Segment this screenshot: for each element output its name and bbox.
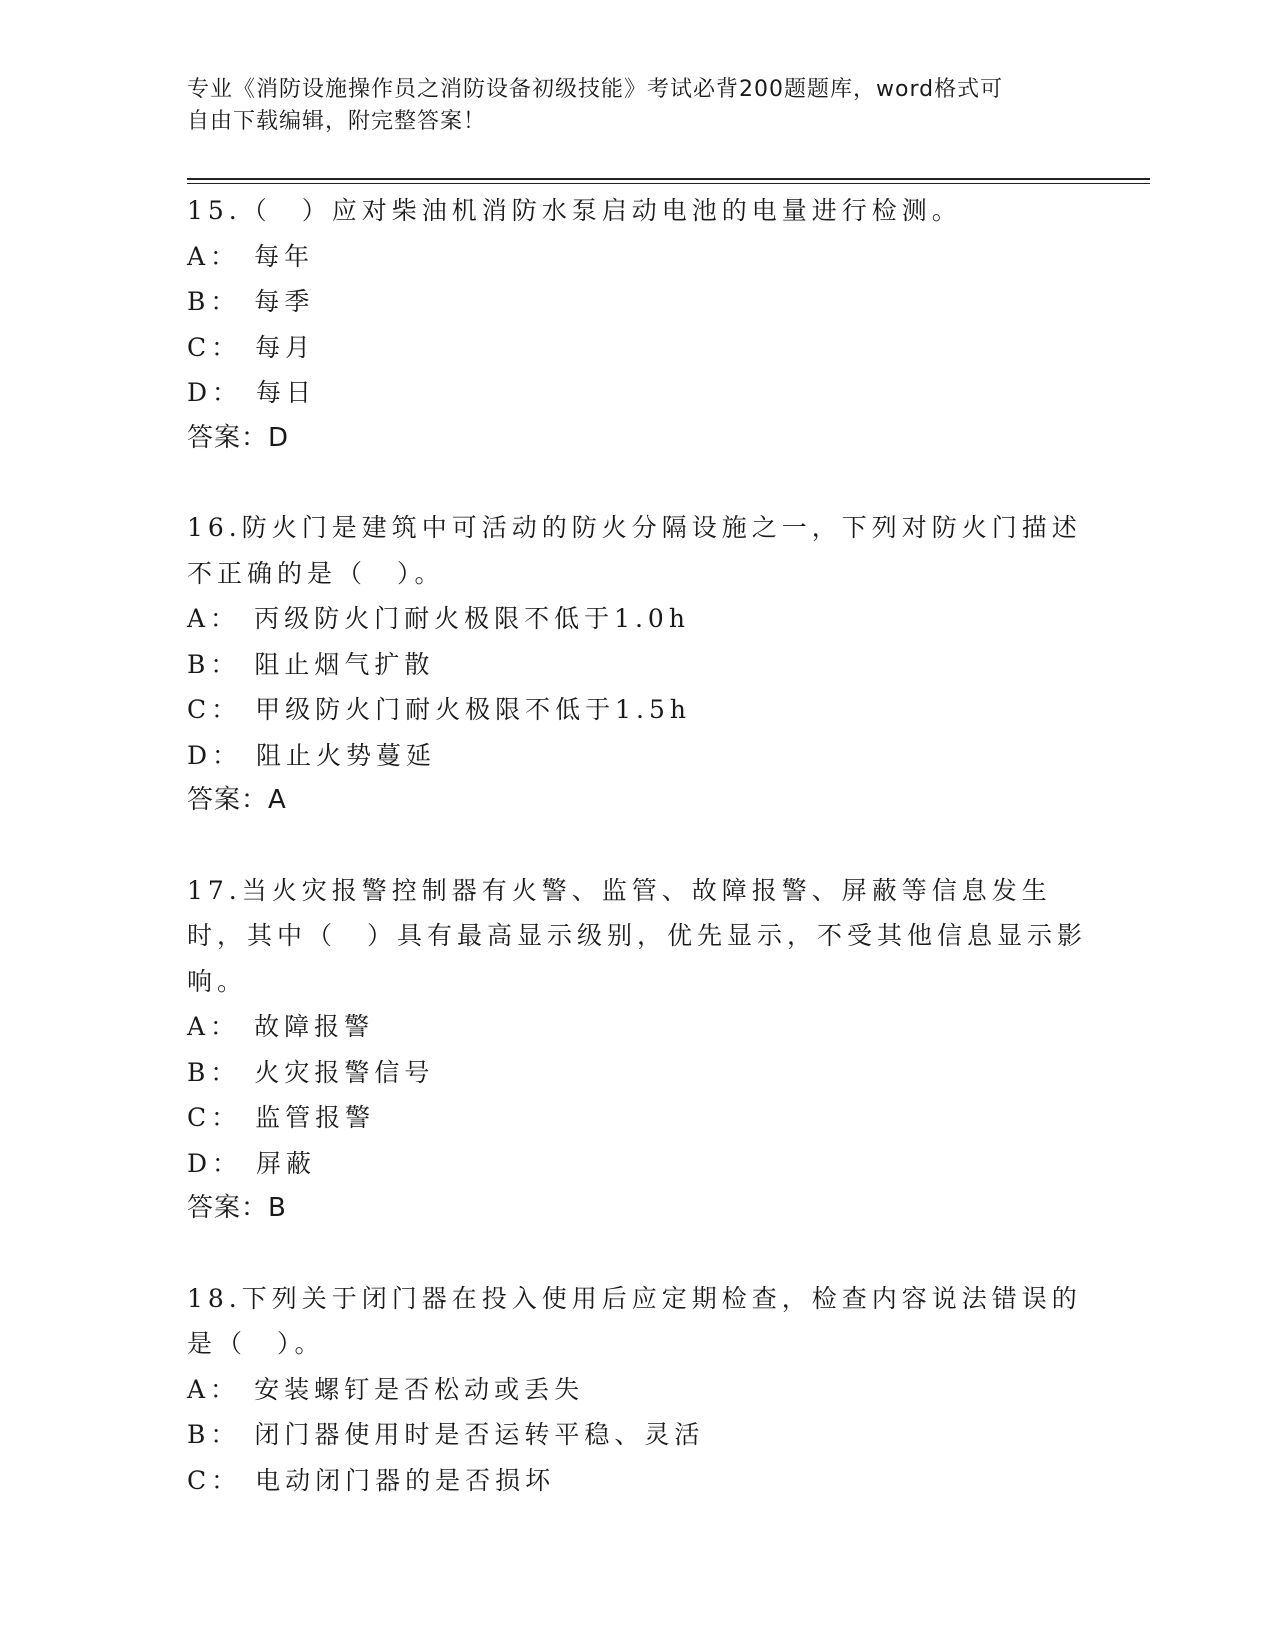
option-text: 每日 bbox=[256, 378, 317, 407]
option-key: C： bbox=[187, 332, 242, 362]
option-text: 监管报警 bbox=[255, 1103, 376, 1132]
option-b bbox=[187, 642, 1087, 688]
option-d bbox=[187, 1141, 1087, 1187]
header-rule-thick bbox=[187, 178, 1150, 180]
header-line-1: 专业《消防设施操作员之消防设备初级技能》考试必背200题题库，word格式可 bbox=[187, 77, 1004, 102]
question-list bbox=[187, 188, 1087, 1547]
answer-line: 答案：A bbox=[187, 785, 287, 815]
option-d bbox=[187, 733, 1087, 779]
option-text: 每季 bbox=[254, 287, 315, 316]
option-a bbox=[187, 1004, 1087, 1050]
question-stem: 17.当火灾报警控制器有火警、监管、故障报警、屏蔽等信息发生时，其中（ ）具有最高显示级别，优先显示，不受其他信息显示影响。 bbox=[187, 875, 1088, 996]
answer-line: 答案：D bbox=[187, 422, 290, 453]
option-text: 安装螺钉是否松动或丢失 bbox=[254, 1374, 585, 1404]
option-text: 火灾报警信号 bbox=[254, 1057, 435, 1087]
option-key: C： bbox=[187, 695, 242, 724]
option-key: C： bbox=[187, 1103, 242, 1132]
option-b bbox=[187, 279, 1087, 325]
option-b bbox=[187, 1412, 1087, 1458]
document-header bbox=[187, 74, 1067, 138]
question-stem: 18.下列关于闭门器在投入使用后应定期检查，检查内容说法错误的是（ ）。 bbox=[187, 1283, 1082, 1358]
option-text: 电动闭门器的是否损坏 bbox=[255, 1465, 556, 1495]
option-key: A： bbox=[187, 1012, 241, 1041]
option-c bbox=[187, 325, 1087, 371]
option-text: 闭门器使用时是否运转平稳、灵活 bbox=[254, 1420, 705, 1449]
question-16 bbox=[187, 505, 1087, 824]
option-key: B： bbox=[187, 287, 241, 316]
header-rule-thin bbox=[187, 183, 1150, 184]
question-stem: 16.防火门是建筑中可活动的防火分隔设施之一，下列对防火门描述不正确的是（ ）。 bbox=[187, 513, 1082, 588]
option-text: 每年 bbox=[254, 241, 315, 271]
option-a bbox=[187, 596, 1087, 642]
option-c bbox=[187, 1095, 1087, 1141]
option-key: C： bbox=[187, 1465, 242, 1495]
option-text: 每月 bbox=[255, 332, 316, 362]
header-line-2: 自由下载编辑，附完整答案！ bbox=[187, 109, 487, 134]
option-text: 阻止火势蔓延 bbox=[256, 740, 437, 770]
option-key: B： bbox=[187, 649, 241, 679]
question-15 bbox=[187, 188, 1087, 461]
answer-line: 答案：B bbox=[187, 1193, 287, 1223]
option-key: A： bbox=[187, 604, 241, 633]
option-text: 屏蔽 bbox=[256, 1148, 317, 1178]
option-key: D： bbox=[187, 740, 243, 770]
option-key: D： bbox=[187, 1148, 243, 1178]
option-a bbox=[187, 234, 1087, 280]
option-c bbox=[187, 1458, 1087, 1504]
option-c bbox=[187, 687, 1087, 733]
option-text: 阻止烟气扩散 bbox=[254, 649, 435, 679]
option-key: A： bbox=[187, 241, 241, 271]
option-text: 故障报警 bbox=[254, 1012, 375, 1041]
option-key: D： bbox=[187, 378, 243, 407]
option-text: 丙级防火门耐火极限不低于1.0h bbox=[254, 604, 690, 633]
option-b bbox=[187, 1050, 1087, 1096]
question-stem: 15.（ ）应对柴油机消防水泵启动电池的电量进行检测。 bbox=[187, 196, 962, 225]
option-key: B： bbox=[187, 1420, 241, 1449]
question-18 bbox=[187, 1276, 1087, 1504]
option-a bbox=[187, 1367, 1087, 1413]
option-key: B： bbox=[187, 1057, 241, 1087]
question-17 bbox=[187, 868, 1087, 1232]
option-key: A： bbox=[187, 1374, 241, 1404]
option-text: 甲级防火门耐火极限不低于1.5h bbox=[255, 695, 692, 724]
option-d bbox=[187, 370, 1087, 416]
